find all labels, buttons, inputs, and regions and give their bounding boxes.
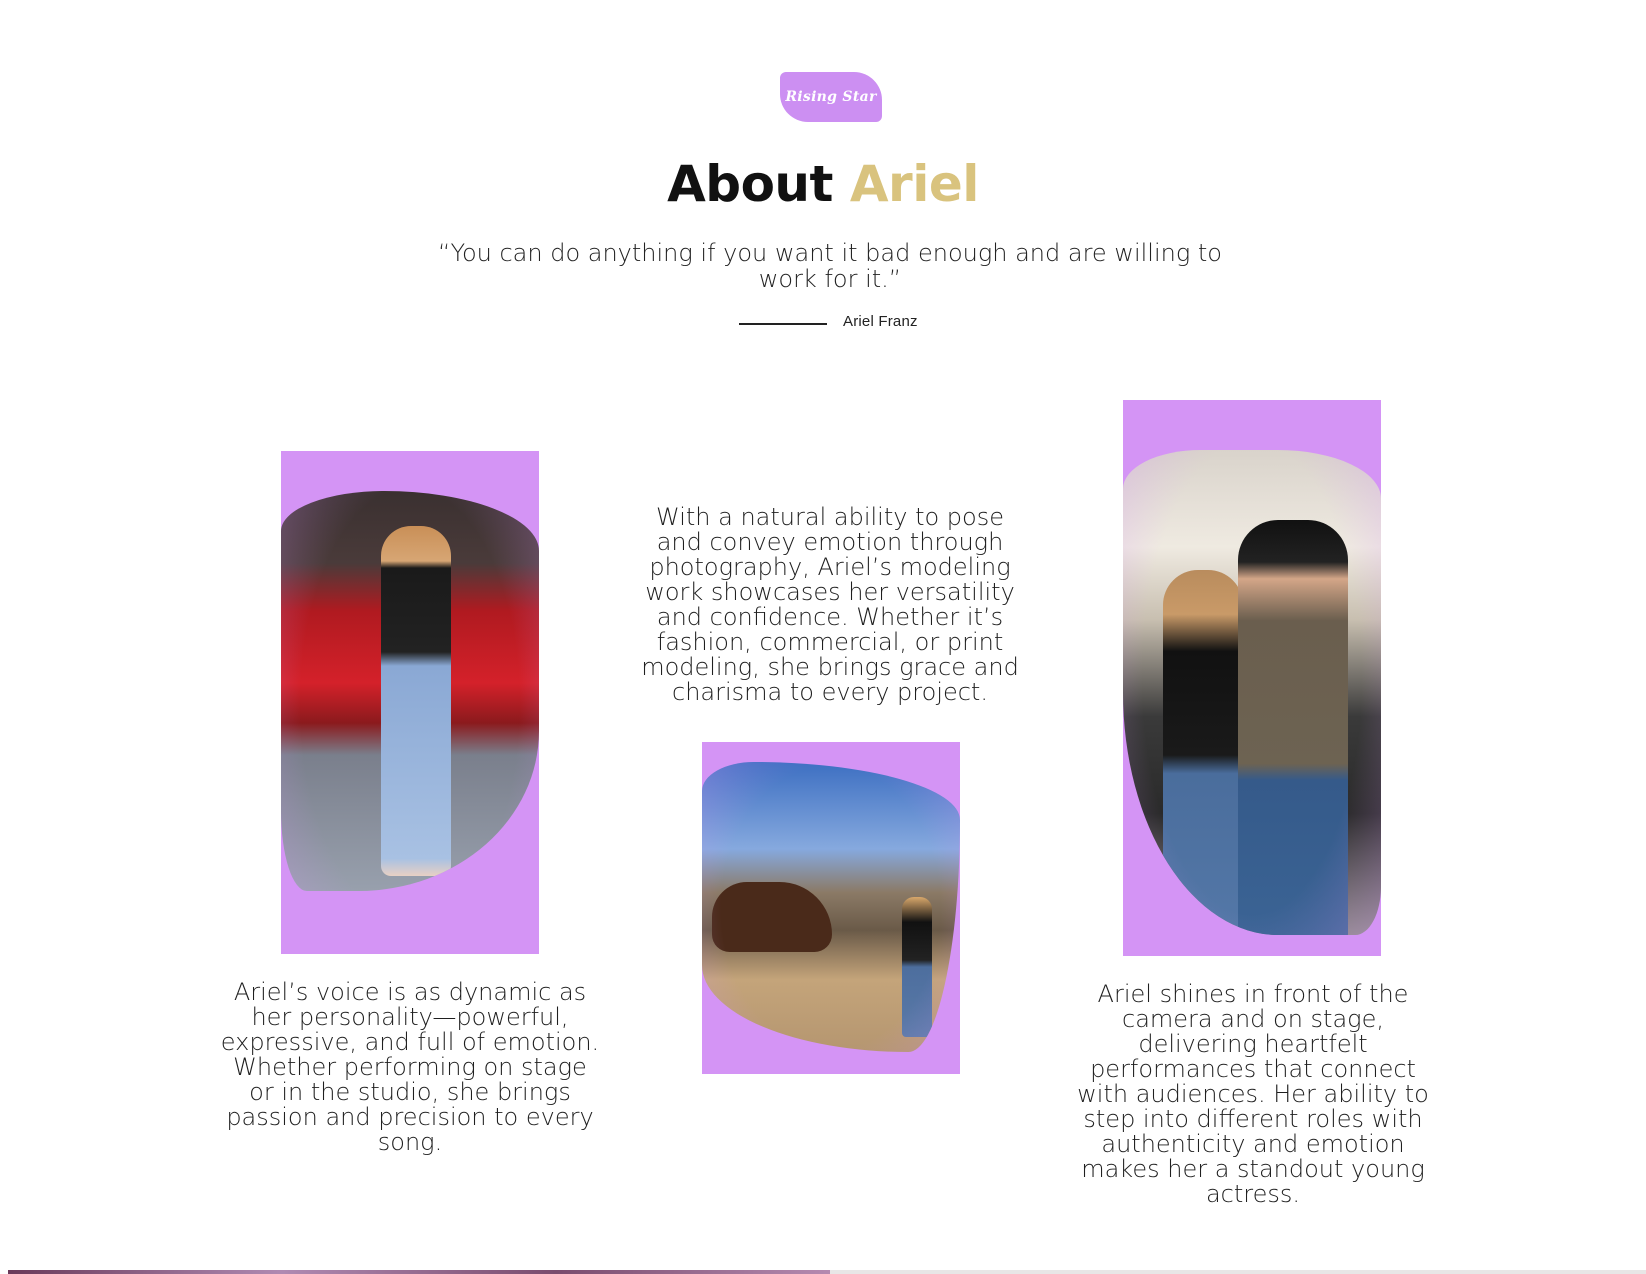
photo-singing (281, 451, 539, 954)
title-lead: About (667, 155, 833, 213)
photo-modeling-horse (712, 882, 832, 952)
page-title (0, 154, 1646, 214)
quote-author: Ariel Franz (843, 313, 918, 330)
singing-description: Ariel’s voice is as dynamic as her personality—powerful, expressive, and full of emotion. Whether performing on stage or in the studio, she brings passion and precision to every song. (220, 978, 600, 1156)
photo-modeling (702, 742, 960, 1074)
photo-modeling-figure (902, 897, 932, 1037)
next-section-edge-right (830, 1270, 1646, 1274)
photo-singing-image (281, 491, 539, 891)
modeling-description: With a natural ability to pose and convey emotion through photography, Ariel’s modeling work showcases her versatility and confidence. Whether it’s fashion, commercial, or print modeling, she brings grace and charisma to every project. (641, 503, 1019, 706)
title-name: Ariel (849, 155, 979, 213)
rising-star-badge (780, 72, 882, 122)
quote-text: “You can do anything if you want it bad enough and are willing to work for it.” (438, 239, 1222, 293)
photo-acting-image (1123, 450, 1381, 935)
photo-acting-figure-girl (1163, 570, 1243, 935)
photo-singing-figure (381, 526, 451, 876)
acting-description: Ariel shines in front of the camera and on stage, delivering heartfelt performances that connect with audiences. Her ability to step into different roles with authenticity and emotion makes her a standout young actress. (1077, 980, 1429, 1208)
badge-label: Rising Star (785, 89, 877, 105)
quote-divider (739, 323, 827, 325)
next-section-edge (8, 1270, 830, 1274)
photo-modeling-image (702, 762, 960, 1052)
photo-acting-figure-man (1238, 520, 1348, 935)
photo-acting (1123, 400, 1381, 956)
